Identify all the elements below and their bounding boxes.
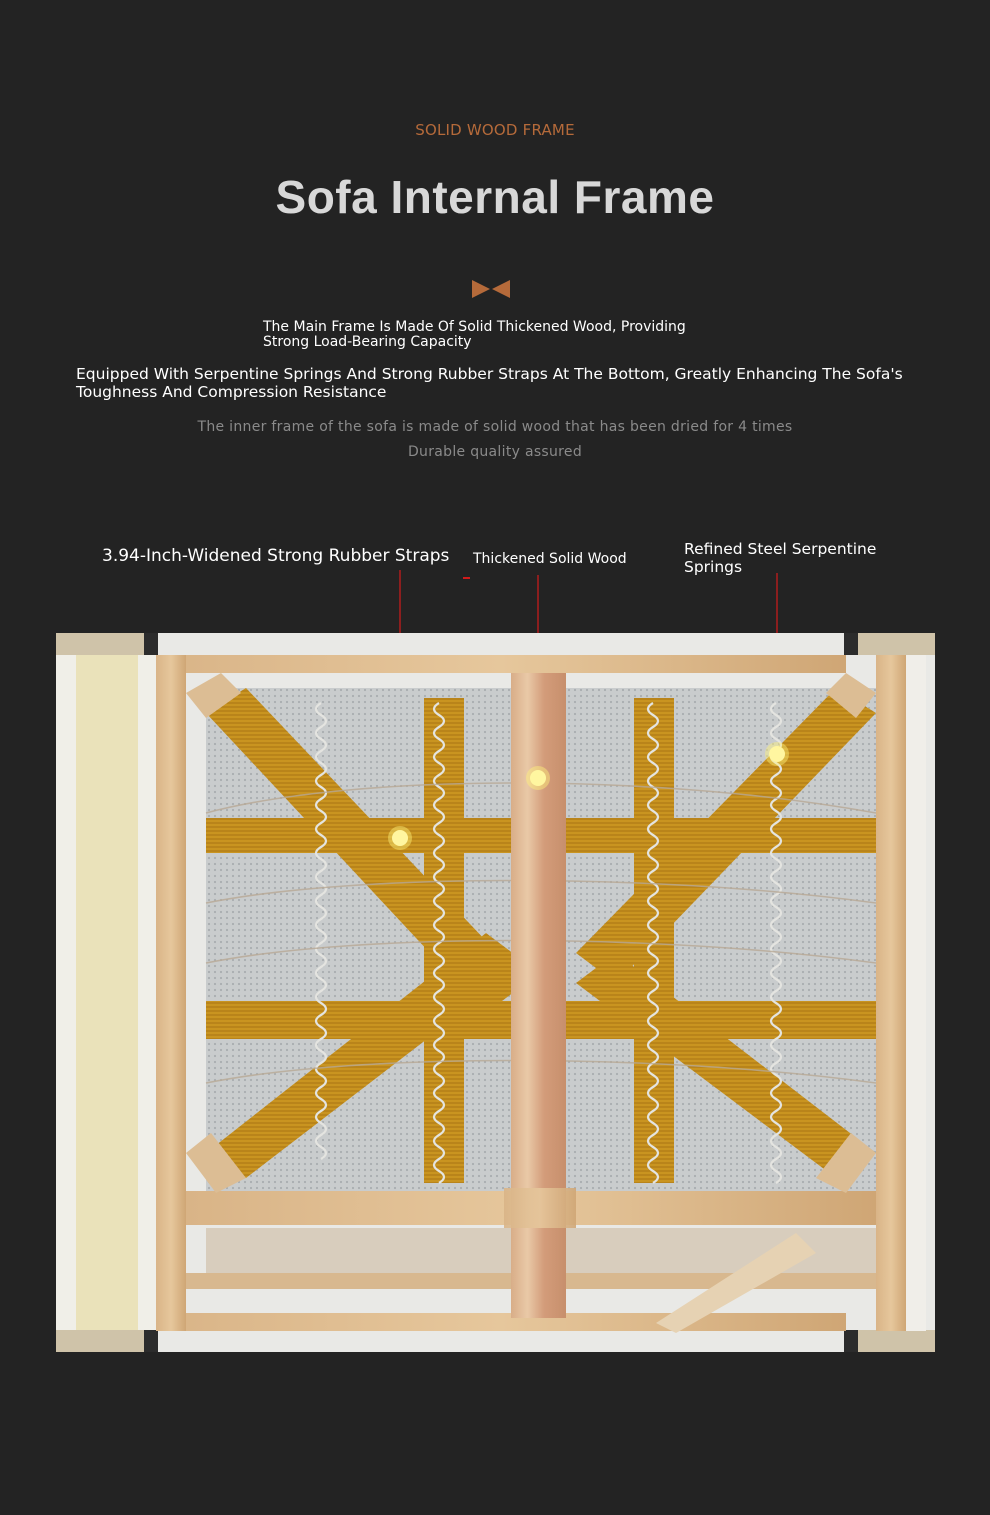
marker-springs (769, 746, 785, 762)
sofa-frame-photo (56, 633, 935, 1352)
page-title: Sofa Internal Frame (275, 171, 715, 223)
feature-springs-text: Equipped With Serpentine Springs And Strong Rubber Straps At The Bottom, Greatly Enhancing The Sofa's Toughness And Compression Resistance (76, 365, 903, 401)
subtext-dried: The inner frame of the sofa is made of solid wood that has been dried for 4 times (197, 419, 793, 435)
callout-solid-wood: Thickened Solid Wood (473, 551, 627, 567)
bowtie-icon (470, 279, 512, 299)
leader-tick (463, 577, 470, 579)
marker-straps (392, 830, 408, 846)
subtext-durable: Durable quality assured (407, 444, 583, 460)
section-eyebrow: SOLID WOOD FRAME (415, 121, 575, 139)
marker-wood (530, 770, 546, 786)
feature-frame-text: The Main Frame Is Made Of Solid Thickened Wood, Providing Strong Load-Bearing Capacity (263, 319, 686, 350)
callout-rubber-straps: 3.94-Inch-Widened Strong Rubber Straps (102, 546, 450, 566)
callout-serpentine-springs: Refined Steel Serpentine Springs (684, 540, 877, 576)
